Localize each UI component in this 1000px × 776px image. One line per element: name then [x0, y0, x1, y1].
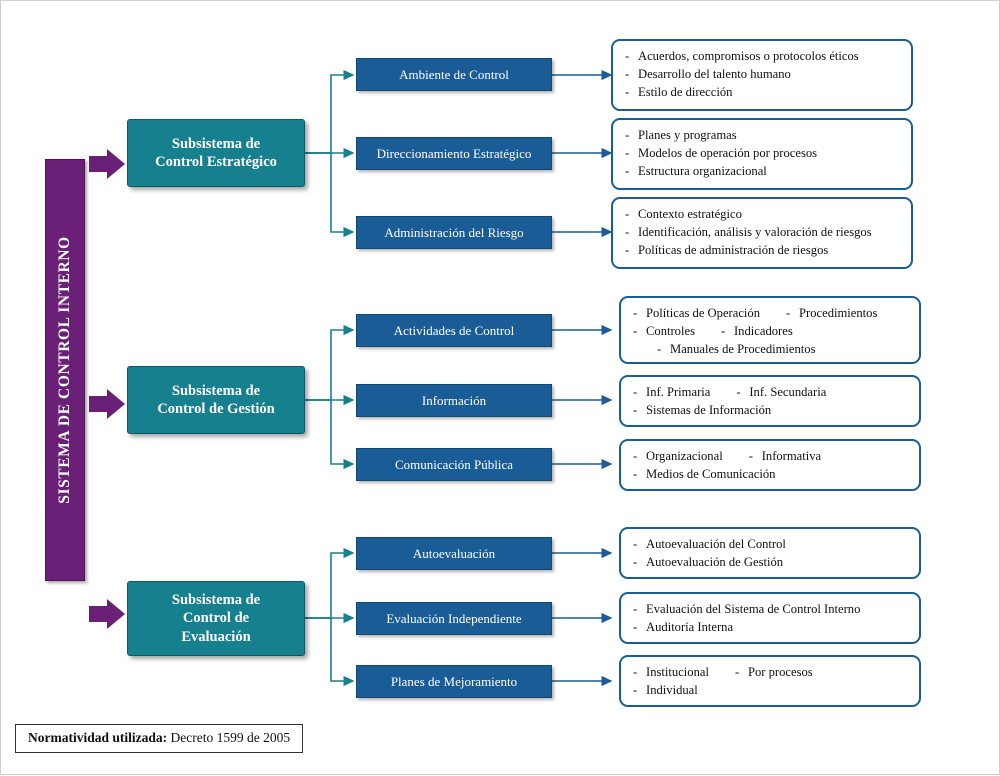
element-text: Inf. Primaria — [646, 385, 711, 399]
purple-arrow-group — [89, 149, 125, 629]
element-row — [625, 66, 901, 84]
bullet-dash-icon: - — [657, 341, 662, 356]
subsystem-line-3: Evaluación — [181, 628, 251, 645]
bullet-dash-icon: - — [625, 49, 630, 63]
footer-note-label: Normatividad utilizada: — [28, 730, 168, 745]
bullet-dash-icon: - — [736, 385, 741, 399]
element-text: Procedimientos — [799, 306, 878, 320]
component-box-direccionamiento-estrategico[interactable] — [356, 137, 552, 170]
bullet-dash-icon: - — [633, 449, 638, 463]
element-text: Planes y programas — [638, 128, 737, 142]
bullet-dash-icon: - — [625, 66, 630, 81]
bullet-dash-icon: - — [633, 466, 638, 481]
element-row — [625, 127, 901, 145]
subsystem-line-1: Subsistema de — [171, 135, 261, 152]
element-text: Indicadores — [733, 323, 793, 338]
element-row — [633, 554, 909, 572]
bullet-dash-icon: - — [633, 554, 638, 569]
element-row — [633, 601, 909, 619]
element-row — [625, 206, 901, 224]
element-row — [633, 664, 909, 682]
element-row — [633, 402, 909, 420]
component-label: Actividades de Control — [393, 322, 515, 338]
element-row — [633, 536, 909, 554]
component-label: Comunicación Pública — [394, 456, 514, 472]
element-text: Desarrollo del talento humano — [638, 66, 791, 81]
system-title-bar — [45, 159, 85, 581]
bullet-dash-icon: - — [625, 84, 630, 99]
subsystem-line-2: Control de Gestión — [157, 401, 275, 417]
bullet-dash-icon: - — [720, 323, 726, 338]
element-text: Auditoría Interna — [646, 619, 734, 634]
subsystem-box-evaluation[interactable] — [127, 581, 305, 656]
bullet-dash-icon: - — [633, 385, 638, 399]
element-text: Institucional — [646, 665, 709, 679]
bullet-dash-icon: - — [786, 306, 791, 320]
element-row — [633, 305, 909, 323]
bullet-dash-icon: - — [633, 537, 638, 551]
component-label: Autoevaluación — [412, 545, 496, 561]
bullet-dash-icon: - — [625, 145, 630, 160]
element-row — [625, 163, 901, 181]
elements-box-administracion-del-riesgo — [611, 197, 913, 269]
bullet-dash-icon: - — [625, 207, 630, 221]
element-text: Acuerdos, compromisos o protocolos éticos — [638, 49, 859, 63]
component-box-actividades-de-control[interactable] — [356, 314, 552, 347]
component-label: Ambiente de Control — [399, 66, 509, 82]
elements-box-comunicacion-publica — [619, 439, 921, 491]
element-row — [633, 323, 909, 341]
system-title-label: SISTEMA DE CONTROL INTERNO — [56, 236, 73, 504]
subsystem-line-1: Subsistema de — [171, 592, 261, 609]
elements-box-actividades-de-control — [619, 296, 921, 364]
component-label: Evaluación Independiente — [386, 610, 522, 626]
element-row — [633, 619, 909, 637]
subsystem-line-2: Control Estratégico — [155, 154, 277, 170]
bullet-dash-icon: - — [748, 449, 753, 463]
component-label: Direccionamiento Estratégico — [376, 145, 532, 161]
bullet-dash-icon: - — [625, 224, 630, 239]
element-row — [633, 384, 909, 402]
bullet-dash-icon: - — [633, 323, 638, 338]
element-row — [633, 466, 909, 484]
elements-box-planes-de-mejoramiento — [619, 655, 921, 707]
component-box-informacion[interactable] — [356, 384, 552, 417]
elements-box-ambiente-de-control — [611, 39, 913, 111]
component-box-administracion-del-riesgo[interactable] — [356, 216, 552, 249]
element-text: Inf. Secundaria — [749, 385, 827, 399]
element-row — [633, 682, 909, 700]
component-label: Planes de Mejoramiento — [390, 673, 518, 689]
bullet-dash-icon: - — [633, 602, 638, 616]
element-text: Informativa — [761, 449, 822, 463]
elements-box-informacion — [619, 375, 921, 427]
component-box-evaluacion-independiente[interactable] — [356, 602, 552, 635]
component-label: Información — [421, 392, 487, 408]
elements-box-evaluacion-independiente — [619, 592, 921, 644]
element-row — [625, 145, 901, 163]
component-box-autoevaluacion[interactable] — [356, 537, 552, 570]
component-label: Administración del Riesgo — [384, 224, 524, 240]
bullet-dash-icon: - — [625, 242, 630, 257]
subsystem-box-strategic[interactable] — [127, 119, 305, 187]
element-row — [633, 448, 909, 466]
element-text: Identificación, análisis y valoración de riesgos — [638, 224, 872, 239]
subsystem-box-management[interactable] — [127, 366, 305, 434]
bullet-dash-icon: - — [625, 163, 630, 178]
subsystem-line-2: Control de — [182, 610, 250, 627]
bullet-dash-icon: - — [633, 619, 638, 634]
element-text: Evaluación del Sistema de Control Interno — [646, 602, 861, 616]
element-row — [625, 242, 901, 260]
element-text: Individual — [646, 682, 698, 697]
footer-note — [15, 724, 303, 753]
bullet-dash-icon: - — [633, 402, 638, 417]
element-text: Sistemas de Información — [646, 402, 772, 417]
footer-note-value: Decreto 1599 de 2005 — [167, 730, 291, 745]
subsystem-line-1: Subsistema de — [171, 382, 261, 399]
element-text: Medios de Comunicación — [646, 466, 776, 481]
element-text: Organizacional — [646, 449, 723, 463]
elements-box-autoevaluacion — [619, 527, 921, 579]
element-text: Autoevaluación de Gestión — [646, 554, 784, 569]
component-box-planes-de-mejoramiento[interactable] — [356, 665, 552, 698]
element-text: Políticas de administración de riesgos — [638, 242, 829, 257]
element-text: Autoevaluación del Control — [646, 537, 786, 551]
element-text: Controles — [646, 323, 695, 338]
component-box-comunicacion-publica[interactable] — [356, 448, 552, 481]
component-box-ambiente-de-control[interactable] — [356, 58, 552, 91]
element-text: Por procesos — [747, 665, 813, 679]
element-text: Manuales de Procedimientos — [670, 341, 816, 356]
element-text: Estructura organizacional — [638, 163, 767, 178]
elements-box-direccionamiento-estrategico — [611, 118, 913, 190]
element-row — [625, 224, 901, 242]
element-text: Contexto estratégico — [638, 207, 742, 221]
bullet-dash-icon: - — [633, 306, 638, 320]
element-text: Políticas de Operación — [646, 306, 761, 320]
element-row — [625, 48, 901, 66]
bullet-dash-icon: - — [633, 682, 638, 697]
bullet-dash-icon: - — [734, 665, 740, 679]
element-text: Estilo de dirección — [638, 84, 733, 99]
element-row — [625, 84, 901, 102]
bullet-dash-icon: - — [633, 665, 638, 679]
element-text: Modelos de operación por procesos — [638, 145, 818, 160]
bullet-dash-icon: - — [625, 128, 630, 142]
element-row — [633, 341, 909, 359]
